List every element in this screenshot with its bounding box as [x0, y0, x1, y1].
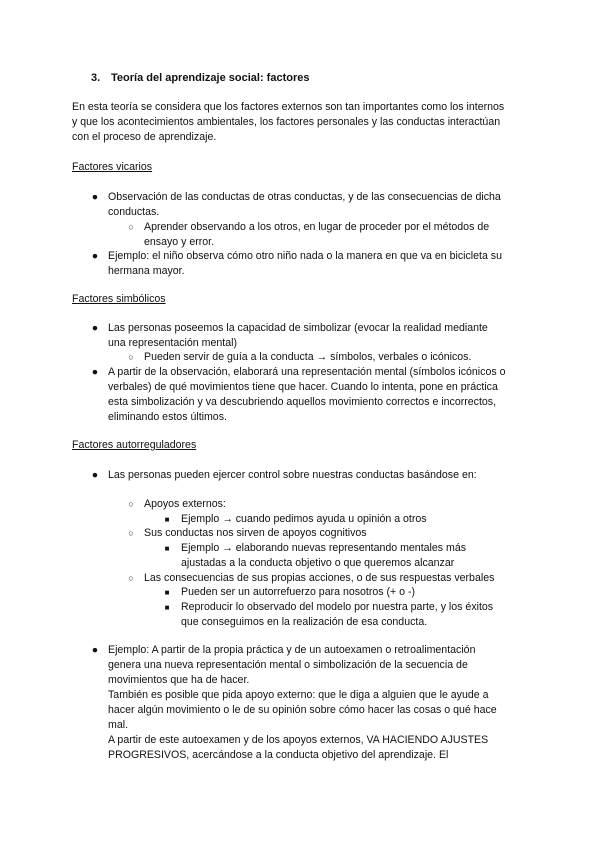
list-item-line: que conseguimos en la realización de esa conducta. [181, 616, 428, 628]
list-item-line: Ejemplo → cuando pedimos ayuda u opinión a otros [181, 513, 427, 525]
list-item-line: Pueden ser un autorrefuerzo para nosotros (+ o -) [181, 586, 416, 598]
list-item-line: Observación de las conductas de otras conductas, y de las consecuencias de dicha [108, 191, 501, 203]
list-item-line: Ejemplo: el niño observa cómo otro niño nada o la manera en que va en bicicleta su [108, 250, 502, 262]
list-item-line: A partir de la observación, elaborará una representación mental (símbolos icónicos o [108, 366, 506, 378]
intro-paragraph [72, 100, 534, 145]
list-item-line: una representación mental) [108, 337, 237, 349]
list-item-line: Sus conductas nos sirven de apoyos cognitivos [144, 527, 367, 539]
section-heading [91, 71, 309, 86]
intro-line: y que los acontecimientos ambientales, los factores personales y las conductas interactúan [72, 116, 501, 128]
list-item-line: verbales) de qué movimientos tiene que hacer. Cuando lo intenta, pone en práctica [108, 381, 498, 393]
bullet-square: ■ [164, 603, 170, 612]
list-item-line: genera una nueva representación mental o simbolización de la secuencia de [108, 659, 468, 671]
list-item-line: esta simbolización y va descubriendo aquellos movimiento correctos e incorrectos, [108, 396, 497, 408]
list-item-line: Apoyos externos: [144, 498, 226, 510]
list-item-line: Ejemplo → elaborando nuevas representando mentales más [181, 542, 467, 554]
list-item-line: Ejemplo: A partir de la propia práctica y de un autoexamen o retroalimentación [108, 644, 476, 656]
list-item-line: hermana mayor. [108, 265, 185, 277]
list-item-line: También es posible que pida apoyo externo: que le diga a alguien que le ayude a [108, 689, 489, 701]
heading-number: 3. [91, 72, 101, 84]
list-item-line: mal. [108, 719, 129, 731]
list-item-line: ensayo y error. [144, 236, 215, 248]
bullet-disc: ● [91, 366, 99, 378]
bullet-disc: ● [91, 322, 99, 334]
bullet-circle: ○ [128, 573, 134, 583]
bullet-disc: ● [91, 191, 99, 203]
bullet-circle: ○ [128, 222, 134, 232]
list-item-line: Las consecuencias de sus propias acciones, o de sus respuestas verbales [144, 572, 495, 584]
list-item-line: Las personas poseemos la capacidad de simbolizar (evocar la realidad mediante [108, 322, 488, 334]
list-item-line: Pueden servir de guía a la conducta → símbolos, verbales o icónicos. [144, 351, 472, 363]
list-item-line: movimientos que ha de hacer. [108, 674, 250, 686]
heading-title: Teoría del aprendizaje social: factores [111, 72, 310, 84]
list-item-line: hacer algún movimiento o le de su opinión sobre cómo hacer las cosas o qué hace [108, 704, 497, 716]
list-item-line: ajustadas a la conducta objetivo o que queremos alcanzar [181, 557, 455, 569]
bullet-circle: ○ [128, 352, 134, 362]
list-item-line: Aprender observando a los otros, en lugar de proceder por el métodos de [144, 221, 490, 233]
bullet-disc: ● [91, 250, 99, 262]
bullet-circle: ○ [128, 499, 134, 509]
section-title-autorreguladores: Factores autorreguladores [72, 439, 197, 451]
list-item-line: PROGRESIVOS, acercándose a la conducta objetivo del aprendizaje. El [108, 749, 449, 761]
bullet-square: ■ [164, 515, 170, 524]
bullet-square: ■ [164, 588, 170, 597]
section-title-simbolicos: Factores simbólicos [72, 293, 166, 305]
list-item-line: conductas. [108, 206, 160, 218]
section-title-vicarios: Factores vicarios [72, 161, 153, 173]
list-item-line: Las personas pueden ejercer control sobre nuestras conductas basándose en: [108, 469, 477, 481]
list-item-line: eliminando estos últimos. [108, 411, 227, 423]
intro-line: con el proceso de aprendizaje. [72, 131, 217, 143]
bullet-circle: ○ [128, 528, 134, 538]
bullet-square: ■ [164, 544, 170, 553]
list-item-line: Reproducir lo observado del modelo por nuestra parte, y los éxitos [181, 601, 494, 613]
list-item-line: A partir de este autoexamen y de los apoyos externos, VA HACIENDO AJUSTES [108, 734, 489, 746]
intro-line: En esta teoría se considera que los factores externos son tan importantes como los internos [72, 101, 505, 113]
bullet-disc: ● [91, 644, 99, 656]
bullet-disc: ● [91, 469, 99, 481]
